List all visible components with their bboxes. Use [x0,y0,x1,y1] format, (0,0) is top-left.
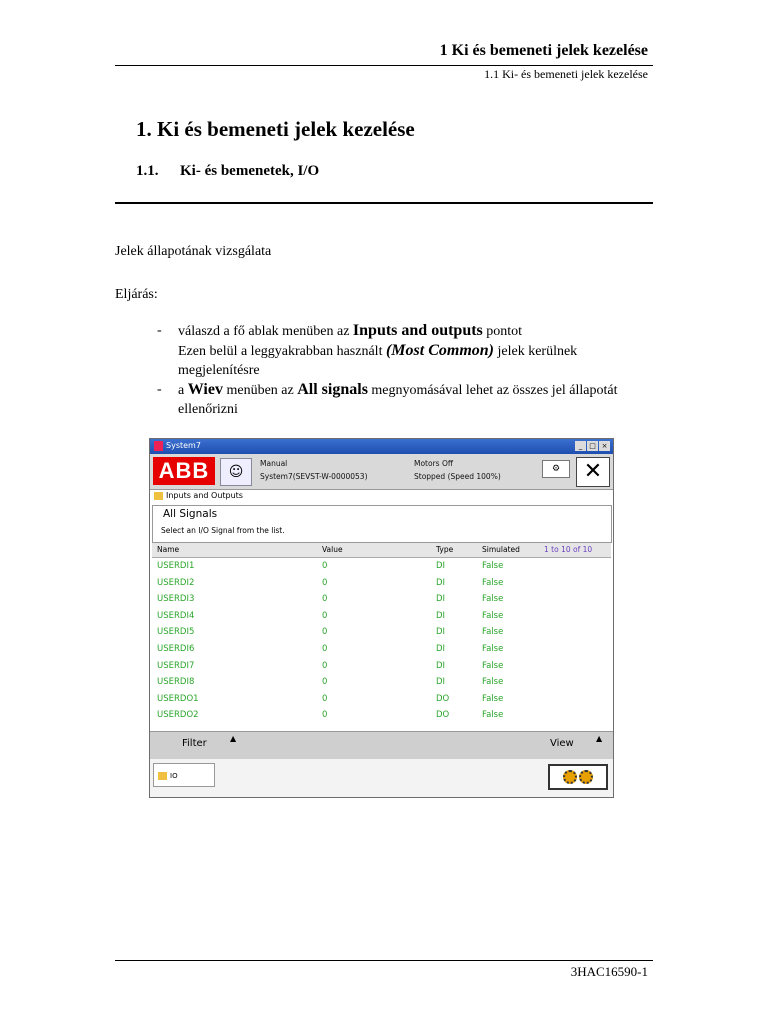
section-title: Ki- és bemenetek, I/O [180,163,320,179]
signal-list [152,559,611,725]
list-dash: - [157,323,162,338]
header-rule [115,65,653,66]
running-header-subtitle: 1.1 Ki- és bemeneti jelek kezelése [484,67,648,81]
quickset-gear-icon[interactable] [548,764,608,790]
cell-type: DI [436,577,446,588]
command-bar [150,731,613,759]
cell-name: USERDI5 [157,627,195,638]
cell-value: 0 [322,594,328,605]
cell-simulated: False [482,577,504,588]
cell-type: DO [436,710,450,721]
intro-paragraph: Jelek állapotának vizsgálata [115,244,272,259]
running-header-title: 1 Ki és bemeneti jelek kezelése [439,42,648,59]
list-item [157,380,657,419]
table-row[interactable] [152,692,611,709]
table-header [152,543,611,558]
cell-type: DO [436,693,450,704]
cell-type: DI [436,561,446,571]
chapter-heading: 1. Ki és bemeneti jelek kezelése [136,117,415,141]
breadcrumb: Inputs and Outputs [154,491,243,500]
cell-name: USERDO1 [157,693,199,704]
cell-type: DI [436,677,446,688]
cell-simulated: False [482,610,504,621]
cell-type: DI [436,627,446,638]
procedure-list [157,321,657,419]
close-icon[interactable]: × [599,441,610,451]
cell-name: USERDI4 [157,610,195,621]
cell-type: DI [436,660,446,671]
mode-status: Manual System7(SEVST-W-0000053) [260,459,368,481]
footer-docnumber: 3HAC16590-1 [570,964,648,979]
table-row[interactable] [152,592,611,609]
list-item [157,321,657,380]
cell-value: 0 [322,577,328,588]
window-controls [575,441,610,451]
cell-type: DI [436,643,446,654]
table-row[interactable] [152,576,611,593]
cell-simulated: False [482,561,504,571]
maximize-icon[interactable]: □ [587,441,598,451]
motor-status: Motors Off Stopped (Speed 100%) [414,459,501,481]
list-dash: - [157,382,162,397]
cell-name: USERDI6 [157,643,195,654]
panel-title: All Signals [163,508,218,520]
cell-value: 0 [322,677,328,688]
cell-simulated: False [482,710,504,721]
cell-name: USERDI3 [157,594,195,605]
table-row[interactable] [152,675,611,692]
cell-simulated: False [482,693,504,704]
cell-simulated: False [482,594,504,605]
cell-simulated: False [482,660,504,671]
cell-value: 0 [322,643,328,654]
cell-value: 0 [322,710,328,721]
cell-name: USERDO2 [157,710,199,721]
section-number: 1.1. [136,163,159,179]
cell-type: DI [436,594,446,605]
cell-simulated: False [482,627,504,638]
cell-simulated: False [482,677,504,688]
close-view-button[interactable]: ✕ [576,457,610,487]
table-row[interactable] [152,625,611,642]
table-row[interactable] [152,609,611,626]
section-heading [136,163,319,180]
cell-simulated: False [482,643,504,654]
signals-panel [152,505,612,543]
quickset-icon[interactable]: ⚙ [542,460,570,478]
window-titlebar [150,439,613,454]
cell-value: 0 [322,693,328,704]
flexpendant-screenshot [149,438,614,798]
io-task-button[interactable]: IO [153,763,215,787]
cell-value: 0 [322,660,328,671]
list-item-text: a Wiev menüben az All signals megnyomásával lehet az összes jel állapotát ellenőrizni [178,381,618,417]
row-range: 1 to 10 of 10 [544,545,593,554]
filter-button[interactable]: Filter [182,738,207,749]
cell-type: DI [436,610,446,621]
panel-instruction: Select an I/O Signal from the list. [161,526,285,535]
minimize-icon[interactable]: _ [575,441,586,451]
cell-name: USERDI8 [157,677,195,688]
footer-rule [115,960,653,961]
window-title: System7 [166,441,201,450]
cell-name: USERDI2 [157,577,195,588]
col-name[interactable]: Name [157,545,180,554]
col-type[interactable]: Type [436,545,454,554]
section-rule [115,202,653,204]
user-icon[interactable]: ☺ [220,458,252,486]
cell-name: USERDI7 [157,660,195,671]
view-arrow-icon: ▲ [596,734,603,743]
table-row[interactable] [152,642,611,659]
table-row[interactable] [152,559,611,576]
list-item-text: válaszd a fő ablak menüben az Inputs and outputs pontot Ezen belül a leggyakrabban használt (Most Common) jelek kerülnek megjelenítésre [178,322,578,378]
folder-icon [158,772,167,780]
filter-arrow-icon: ▲ [230,734,237,743]
col-value[interactable]: Value [322,545,343,554]
view-button[interactable]: View [550,738,574,749]
cell-name: USERDI1 [157,561,195,571]
abb-menu-button[interactable]: ABB [153,457,215,485]
cell-value: 0 [322,561,328,571]
app-icon [154,441,163,451]
procedure-label: Eljárás: [115,287,158,302]
table-row[interactable] [152,659,611,676]
cell-value: 0 [322,610,328,621]
col-simulated[interactable]: Simulated [482,545,520,554]
folder-icon [154,492,163,500]
table-row[interactable] [152,708,611,725]
taskbar [150,759,613,797]
status-bar [150,454,613,490]
cell-value: 0 [322,627,328,638]
